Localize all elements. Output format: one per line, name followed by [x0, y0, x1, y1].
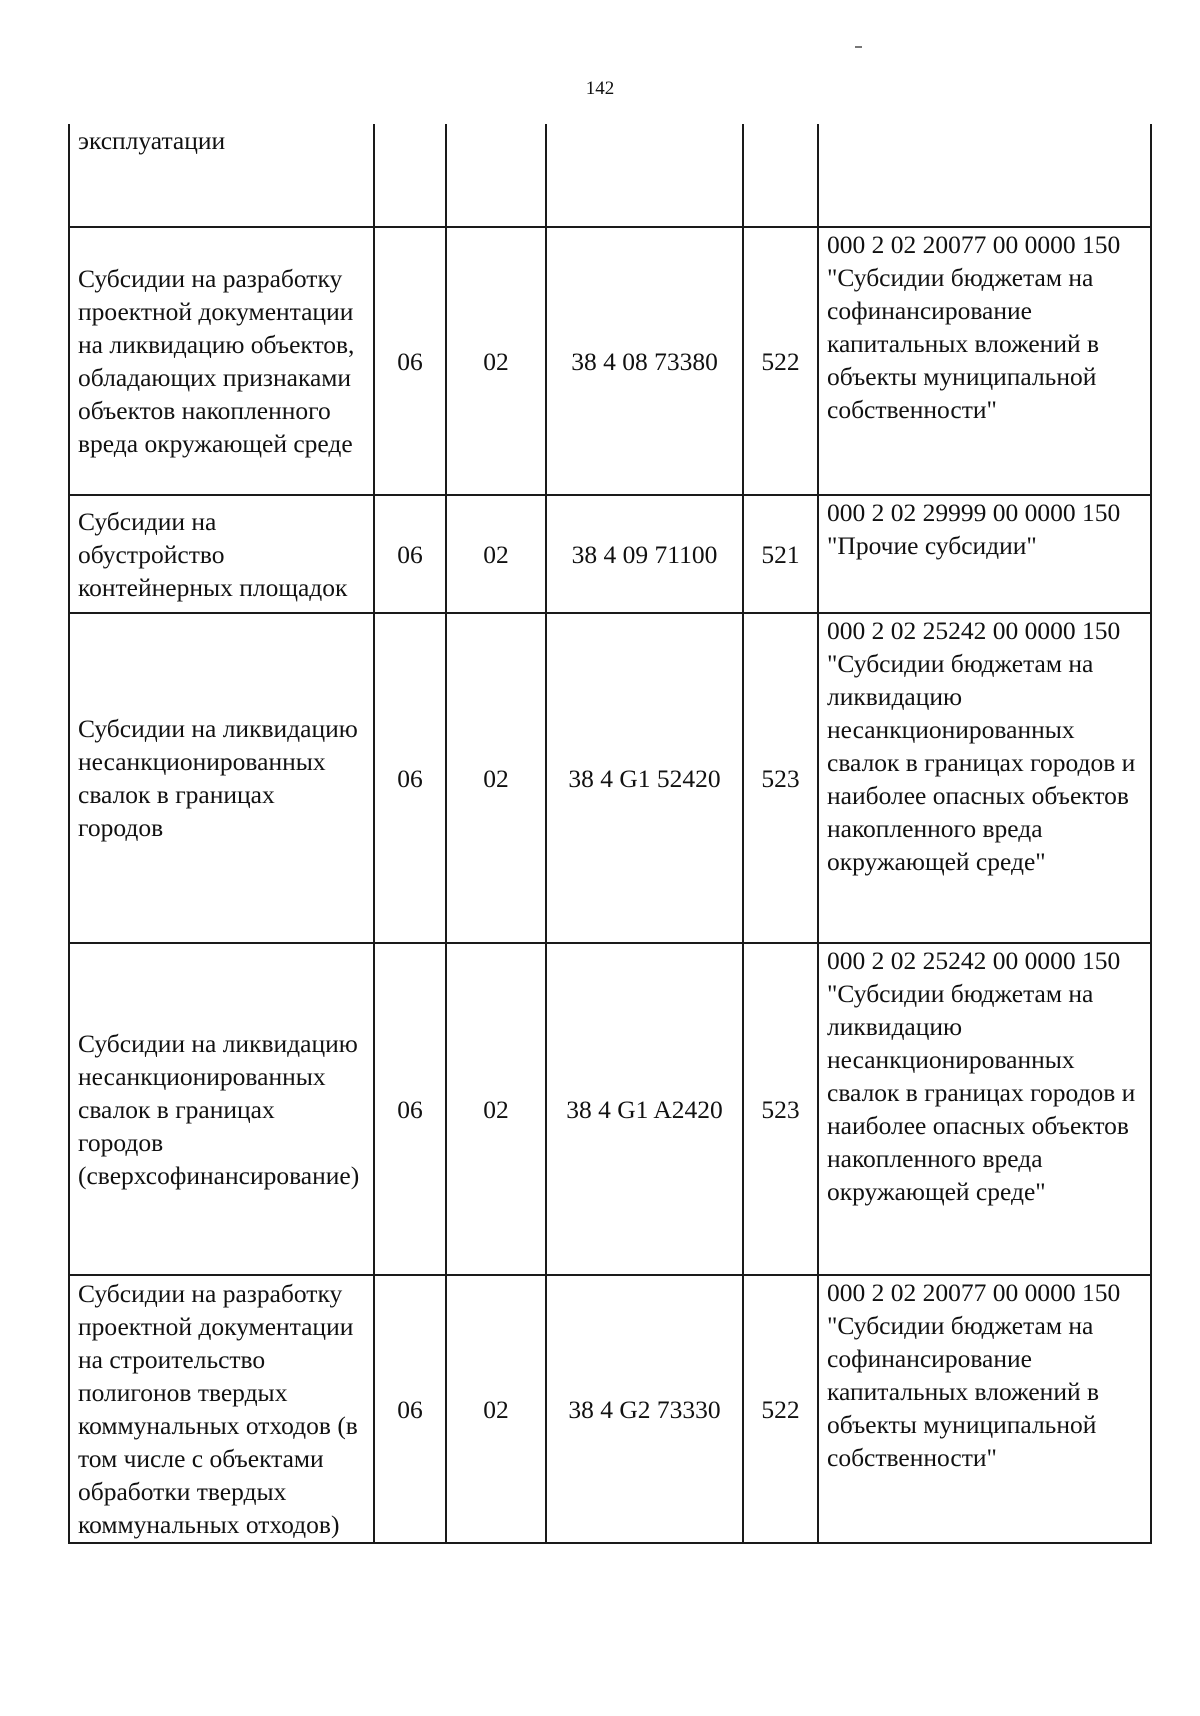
target-article-cell: 38 4 G1 A2420	[546, 943, 743, 1275]
table-row	[69, 495, 1151, 613]
item-name-cell: Субсидии на обустройство контейнерных площадок	[69, 495, 374, 613]
budget-table	[68, 124, 1152, 1544]
expense-type-cell: 523	[743, 943, 818, 1275]
section-code-cell: 06	[374, 1275, 446, 1543]
item-name-cell: Субсидии на разработку проектной документации на ликвидацию объектов, обладающих признаками объектов накопленного вреда окружающей среде	[69, 227, 374, 495]
section-code-cell: 06	[374, 495, 446, 613]
expense-type-cell: 521	[743, 495, 818, 613]
revenue-code-cell	[818, 124, 1151, 227]
table-row	[69, 943, 1151, 1275]
subsection-code-cell	[446, 124, 546, 227]
revenue-code-cell: 000 2 02 25242 00 0000 150 "Субсидии бюджетам на ликвидацию несанкционированных свалок в границах городов и наиболее опасных объектов накопленного вреда окружающей среде"	[818, 613, 1151, 943]
target-article-cell: 38 4 G1 52420	[546, 613, 743, 943]
revenue-code-cell: 000 2 02 20077 00 0000 150 "Субсидии бюджетам на софинансирование капитальных вложений в объекты муниципальной собственности"	[818, 227, 1151, 495]
item-name-cell: эксплуатации	[69, 124, 374, 227]
table-row	[69, 613, 1151, 943]
table-row	[69, 227, 1151, 495]
target-article-cell: 38 4 08 73380	[546, 227, 743, 495]
table-row	[69, 1275, 1151, 1543]
target-article-cell: 38 4 09 71100	[546, 495, 743, 613]
subsection-code-cell: 02	[446, 1275, 546, 1543]
section-code-cell: 06	[374, 613, 446, 943]
page-number: 142	[585, 78, 615, 99]
item-name-cell: Субсидии на ликвидацию несанкционированных свалок в границах городов (сверхсофинансирование)	[69, 943, 374, 1275]
item-name-cell: Субсидии на разработку проектной документации на строительство полигонов твердых коммунальных отходов (в том числе с объектами обработки твердых коммунальных отходов)	[69, 1275, 374, 1543]
subsection-code-cell: 02	[446, 227, 546, 495]
target-article-cell	[546, 124, 743, 227]
subsection-code-cell: 02	[446, 943, 546, 1275]
section-code-cell: 06	[374, 943, 446, 1275]
revenue-code-cell: 000 2 02 29999 00 0000 150 "Прочие субсидии"	[818, 495, 1151, 613]
section-code-cell: 06	[374, 227, 446, 495]
expense-type-cell	[743, 124, 818, 227]
item-name-cell: Субсидии на ликвидацию несанкционированных свалок в границах городов	[69, 613, 374, 943]
table-row	[69, 124, 1151, 227]
subsection-code-cell: 02	[446, 495, 546, 613]
expense-type-cell: 522	[743, 1275, 818, 1543]
revenue-code-cell: 000 2 02 20077 00 0000 150 "Субсидии бюджетам на софинансирование капитальных вложений в объекты муниципальной собственности"	[818, 1275, 1151, 1543]
section-code-cell	[374, 124, 446, 227]
target-article-cell: 38 4 G2 73330	[546, 1275, 743, 1543]
scan-mark	[855, 46, 862, 48]
expense-type-cell: 523	[743, 613, 818, 943]
revenue-code-cell: 000 2 02 25242 00 0000 150 "Субсидии бюджетам на ликвидацию несанкционированных свалок в границах городов и наиболее опасных объектов накопленного вреда окружающей среде"	[818, 943, 1151, 1275]
subsection-code-cell: 02	[446, 613, 546, 943]
expense-type-cell: 522	[743, 227, 818, 495]
